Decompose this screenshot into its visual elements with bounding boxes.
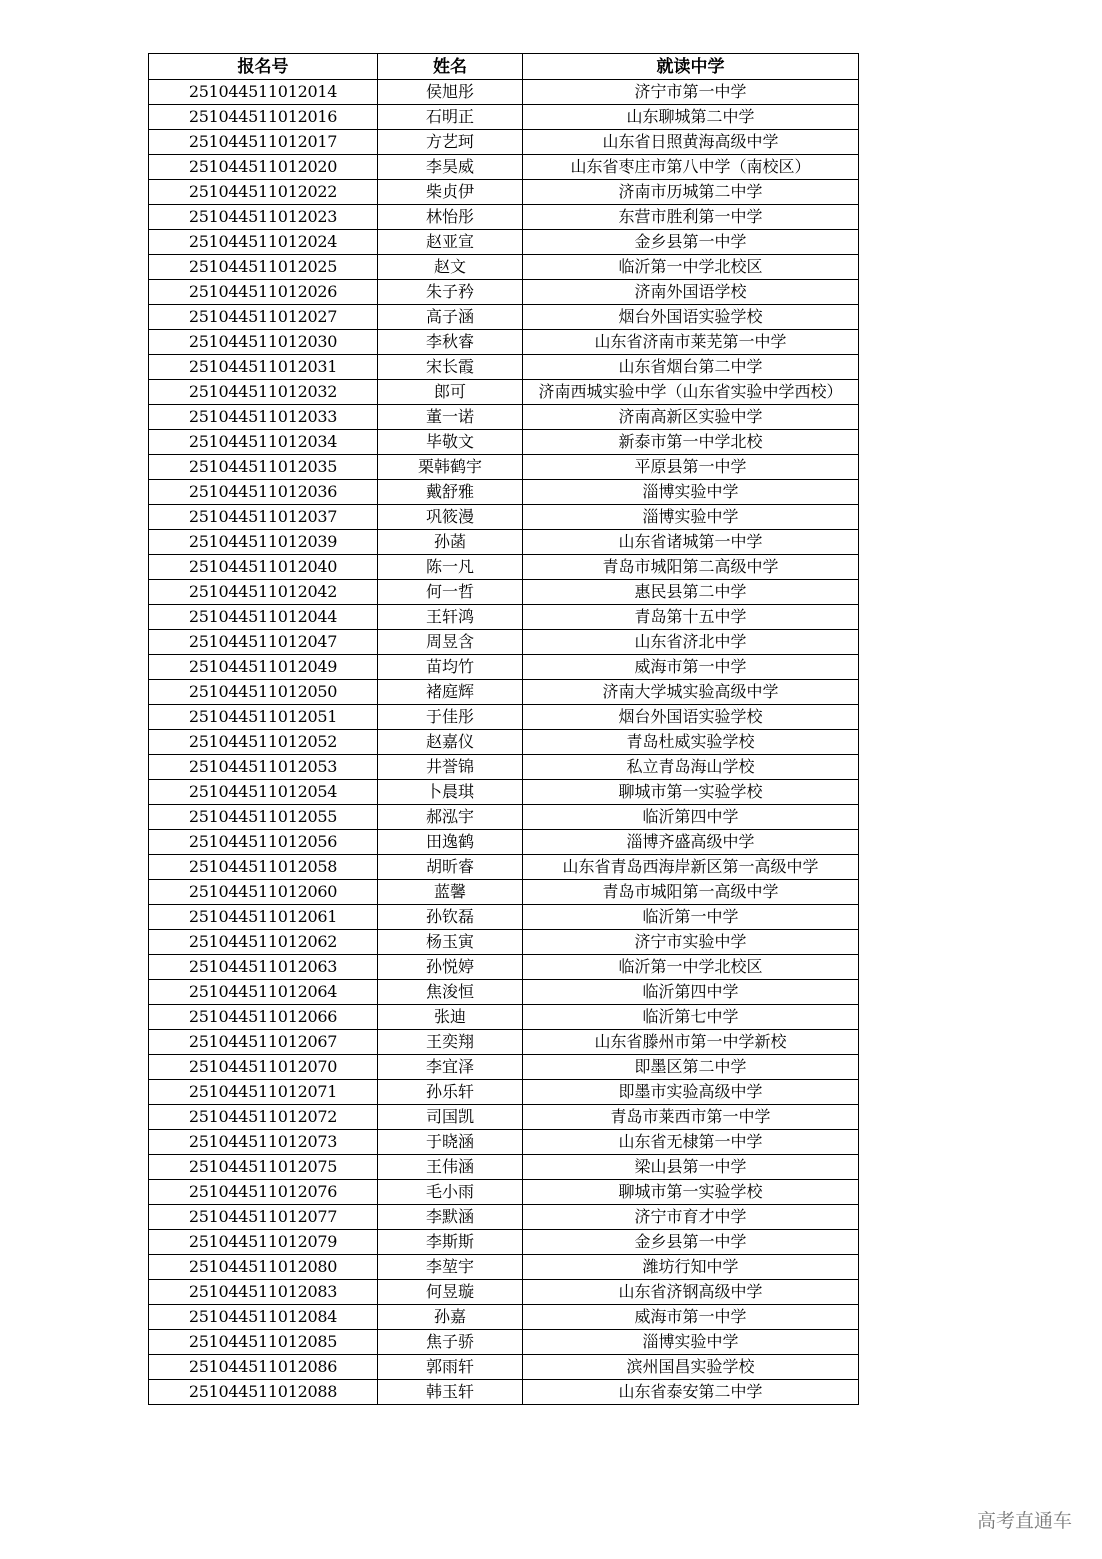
table-row: [149, 205, 859, 230]
student-list-table: [148, 53, 859, 1405]
student-name-cell: 毛小雨: [378, 1180, 523, 1205]
school-cell: 淄博齐盛高级中学: [523, 830, 859, 855]
table-row: [149, 130, 859, 155]
registration-number-cell: 251044511012076: [149, 1180, 378, 1205]
table-row: [149, 630, 859, 655]
registration-number-cell: 251044511012071: [149, 1080, 378, 1105]
registration-number-cell: 251044511012062: [149, 930, 378, 955]
student-name-cell: 李宜泽: [378, 1055, 523, 1080]
table-row: [149, 305, 859, 330]
registration-number-cell: 251044511012052: [149, 730, 378, 755]
student-name-cell: 高子涵: [378, 305, 523, 330]
table-row: [149, 780, 859, 805]
registration-number-cell: 251044511012086: [149, 1355, 378, 1380]
table-row: [149, 380, 859, 405]
table-row: [149, 1305, 859, 1330]
registration-number-cell: 251044511012049: [149, 655, 378, 680]
registration-number-cell: 251044511012088: [149, 1380, 378, 1405]
table-row: [149, 1180, 859, 1205]
student-name-cell: 石明正: [378, 105, 523, 130]
table-row: [149, 1155, 859, 1180]
student-name-cell: 于晓涵: [378, 1130, 523, 1155]
table-row: [149, 355, 859, 380]
table-row: [149, 655, 859, 680]
school-cell: 济南西城实验中学（山东省实验中学西校）: [523, 380, 859, 405]
student-name-cell: 李斯斯: [378, 1230, 523, 1255]
registration-number-cell: 251044511012066: [149, 1005, 378, 1030]
school-cell: 聊城市第一实验学校: [523, 780, 859, 805]
student-name-cell: 赵文: [378, 255, 523, 280]
school-cell: 青岛市城阳第二高级中学: [523, 555, 859, 580]
table-row: [149, 1105, 859, 1130]
table-row: [149, 1005, 859, 1030]
registration-number-cell: 251044511012035: [149, 455, 378, 480]
student-name-cell: 韩玉轩: [378, 1380, 523, 1405]
student-name-cell: 焦子骄: [378, 1330, 523, 1355]
registration-number-cell: 251044511012014: [149, 80, 378, 105]
registration-number-cell: 251044511012085: [149, 1330, 378, 1355]
registration-number-cell: 251044511012070: [149, 1055, 378, 1080]
school-cell: 济宁市实验中学: [523, 930, 859, 955]
student-name-cell: 郭雨轩: [378, 1355, 523, 1380]
registration-number-cell: 251044511012017: [149, 130, 378, 155]
student-name-cell: 孙嘉: [378, 1305, 523, 1330]
school-cell: 山东省济北中学: [523, 630, 859, 655]
student-name-cell: 巩筱漫: [378, 505, 523, 530]
student-name-cell: 柴贞伊: [378, 180, 523, 205]
table-row: [149, 905, 859, 930]
student-name-cell: 田逸鹤: [378, 830, 523, 855]
registration-number-cell: 251044511012026: [149, 280, 378, 305]
student-name-cell: 井誉锦: [378, 755, 523, 780]
school-cell: 即墨区第二中学: [523, 1055, 859, 1080]
table-row: [149, 580, 859, 605]
table-row: [149, 280, 859, 305]
registration-number-cell: 251044511012050: [149, 680, 378, 705]
school-cell: 山东省诸城第一中学: [523, 530, 859, 555]
school-cell: 山东省枣庄市第八中学（南校区）: [523, 155, 859, 180]
table-row: [149, 730, 859, 755]
table-row: [149, 1205, 859, 1230]
school-cell: 青岛市城阳第一高级中学: [523, 880, 859, 905]
school-cell: 私立青岛海山学校: [523, 755, 859, 780]
registration-number-cell: 251044511012039: [149, 530, 378, 555]
school-cell: 山东省日照黄海高级中学: [523, 130, 859, 155]
registration-number-cell: 251044511012064: [149, 980, 378, 1005]
registration-number-cell: 251044511012077: [149, 1205, 378, 1230]
student-name-cell: 何昱璇: [378, 1280, 523, 1305]
student-name-cell: 王伟涵: [378, 1155, 523, 1180]
student-name-cell: 王奕翔: [378, 1030, 523, 1055]
student-name-cell: 李堃宇: [378, 1255, 523, 1280]
registration-number-cell: 251044511012042: [149, 580, 378, 605]
table-row: [149, 855, 859, 880]
school-cell: 山东省济钢高级中学: [523, 1280, 859, 1305]
table-row: [149, 530, 859, 555]
table-row: [149, 1380, 859, 1405]
student-name-cell: 郎可: [378, 380, 523, 405]
school-cell: 济南高新区实验中学: [523, 405, 859, 430]
table-row: [149, 1230, 859, 1255]
school-cell: 滨州国昌实验学校: [523, 1355, 859, 1380]
registration-number-cell: 251044511012056: [149, 830, 378, 855]
table-row: [149, 805, 859, 830]
registration-number-cell: 251044511012083: [149, 1280, 378, 1305]
school-cell: 潍坊行知中学: [523, 1255, 859, 1280]
table-row: [149, 680, 859, 705]
table-row: [149, 980, 859, 1005]
school-cell: 临沂第四中学: [523, 980, 859, 1005]
registration-number-cell: 251044511012047: [149, 630, 378, 655]
school-cell: 新泰市第一中学北校: [523, 430, 859, 455]
table-row: [149, 105, 859, 130]
school-cell: 临沂第一中学北校区: [523, 955, 859, 980]
school-cell: 山东省泰安第二中学: [523, 1380, 859, 1405]
school-cell: 淄博实验中学: [523, 505, 859, 530]
header-registration-number: 报名号: [149, 54, 378, 80]
table-row: [149, 505, 859, 530]
student-name-cell: 焦浚恒: [378, 980, 523, 1005]
school-cell: 山东省无棣第一中学: [523, 1130, 859, 1155]
student-name-cell: 侯旭彤: [378, 80, 523, 105]
registration-number-cell: 251044511012033: [149, 405, 378, 430]
watermark: 高考直通车: [976, 1510, 1072, 1532]
student-name-cell: 蓝馨: [378, 880, 523, 905]
table-row: [149, 1130, 859, 1155]
table-row: [149, 555, 859, 580]
student-name-cell: 郝泓宇: [378, 805, 523, 830]
registration-number-cell: 251044511012060: [149, 880, 378, 905]
school-cell: 山东省滕州市第一中学新校: [523, 1030, 859, 1055]
registration-number-cell: 251044511012075: [149, 1155, 378, 1180]
header-school: 就读中学: [523, 54, 859, 80]
registration-number-cell: 251044511012072: [149, 1105, 378, 1130]
table-row: [149, 330, 859, 355]
student-name-cell: 朱子矜: [378, 280, 523, 305]
student-name-cell: 毕敬文: [378, 430, 523, 455]
student-name-cell: 孙悦婷: [378, 955, 523, 980]
registration-number-cell: 251044511012061: [149, 905, 378, 930]
table-row: [149, 155, 859, 180]
school-cell: 烟台外国语实验学校: [523, 305, 859, 330]
school-cell: 青岛杜威实验学校: [523, 730, 859, 755]
school-cell: 济宁市第一中学: [523, 80, 859, 105]
table-row: [149, 1030, 859, 1055]
registration-number-cell: 251044511012051: [149, 705, 378, 730]
school-cell: 济南大学城实验高级中学: [523, 680, 859, 705]
school-cell: 山东聊城第二中学: [523, 105, 859, 130]
table-row: [149, 405, 859, 430]
school-cell: 济南外国语学校: [523, 280, 859, 305]
registration-number-cell: 251044511012034: [149, 430, 378, 455]
table-row: [149, 455, 859, 480]
registration-number-cell: 251044511012080: [149, 1255, 378, 1280]
school-cell: 山东省烟台第二中学: [523, 355, 859, 380]
student-name-cell: 栗韩鹤宇: [378, 455, 523, 480]
table-row: [149, 430, 859, 455]
school-cell: 梁山县第一中学: [523, 1155, 859, 1180]
student-name-cell: 陈一凡: [378, 555, 523, 580]
school-cell: 即墨市实验高级中学: [523, 1080, 859, 1105]
school-cell: 济宁市育才中学: [523, 1205, 859, 1230]
student-name-cell: 董一诺: [378, 405, 523, 430]
table-row: [149, 880, 859, 905]
school-cell: 青岛第十五中学: [523, 605, 859, 630]
student-name-cell: 孙钦磊: [378, 905, 523, 930]
registration-number-cell: 251044511012016: [149, 105, 378, 130]
school-cell: 东营市胜利第一中学: [523, 205, 859, 230]
school-cell: 金乡县第一中学: [523, 1230, 859, 1255]
school-cell: 济南市历城第二中学: [523, 180, 859, 205]
registration-number-cell: 251044511012036: [149, 480, 378, 505]
registration-number-cell: 251044511012054: [149, 780, 378, 805]
student-name-cell: 胡昕睿: [378, 855, 523, 880]
student-name-cell: 张迪: [378, 1005, 523, 1030]
registration-number-cell: 251044511012031: [149, 355, 378, 380]
registration-number-cell: 251044511012044: [149, 605, 378, 630]
table-row: [149, 230, 859, 255]
table-row: [149, 180, 859, 205]
student-name-cell: 戴舒雅: [378, 480, 523, 505]
school-cell: 惠民县第二中学: [523, 580, 859, 605]
table-row: [149, 480, 859, 505]
student-name-cell: 卜晨琪: [378, 780, 523, 805]
student-name-cell: 司国凯: [378, 1105, 523, 1130]
registration-number-cell: 251044511012024: [149, 230, 378, 255]
school-cell: 山东省青岛西海岸新区第一高级中学: [523, 855, 859, 880]
student-name-cell: 孙菡: [378, 530, 523, 555]
registration-number-cell: 251044511012022: [149, 180, 378, 205]
school-cell: 金乡县第一中学: [523, 230, 859, 255]
school-cell: 临沂第四中学: [523, 805, 859, 830]
table-row: [149, 1255, 859, 1280]
registration-number-cell: 251044511012030: [149, 330, 378, 355]
table-row: [149, 1330, 859, 1355]
table-row: [149, 1080, 859, 1105]
school-cell: 临沂第七中学: [523, 1005, 859, 1030]
table-row: [149, 830, 859, 855]
school-cell: 威海市第一中学: [523, 1305, 859, 1330]
student-name-cell: 宋长霞: [378, 355, 523, 380]
student-name-cell: 赵亚宣: [378, 230, 523, 255]
table-row: [149, 1280, 859, 1305]
school-cell: 烟台外国语实验学校: [523, 705, 859, 730]
student-name-cell: 林怡彤: [378, 205, 523, 230]
registration-number-cell: 251044511012067: [149, 1030, 378, 1055]
table-row: [149, 930, 859, 955]
table-row: [149, 80, 859, 105]
registration-number-cell: 251044511012020: [149, 155, 378, 180]
school-cell: 淄博实验中学: [523, 480, 859, 505]
registration-number-cell: 251044511012037: [149, 505, 378, 530]
registration-number-cell: 251044511012053: [149, 755, 378, 780]
table-row: [149, 755, 859, 780]
student-name-cell: 王轩鸿: [378, 605, 523, 630]
table-row: [149, 255, 859, 280]
student-name-cell: 苗均竹: [378, 655, 523, 680]
registration-number-cell: 251044511012079: [149, 1230, 378, 1255]
table-row: [149, 1055, 859, 1080]
school-cell: 聊城市第一实验学校: [523, 1180, 859, 1205]
student-name-cell: 于佳彤: [378, 705, 523, 730]
registration-number-cell: 251044511012073: [149, 1130, 378, 1155]
registration-number-cell: 251044511012058: [149, 855, 378, 880]
registration-number-cell: 251044511012040: [149, 555, 378, 580]
table-row: [149, 1355, 859, 1380]
student-name-cell: 李秋睿: [378, 330, 523, 355]
registration-number-cell: 251044511012025: [149, 255, 378, 280]
registration-number-cell: 251044511012084: [149, 1305, 378, 1330]
student-name-cell: 褚庭辉: [378, 680, 523, 705]
student-name-cell: 何一哲: [378, 580, 523, 605]
registration-number-cell: 251044511012023: [149, 205, 378, 230]
table-row: [149, 955, 859, 980]
school-cell: 威海市第一中学: [523, 655, 859, 680]
school-cell: 平原县第一中学: [523, 455, 859, 480]
student-name-cell: 方艺珂: [378, 130, 523, 155]
header-row: [149, 54, 859, 80]
school-cell: 临沂第一中学北校区: [523, 255, 859, 280]
table-row: [149, 605, 859, 630]
school-cell: 淄博实验中学: [523, 1330, 859, 1355]
school-cell: 临沂第一中学: [523, 905, 859, 930]
registration-number-cell: 251044511012032: [149, 380, 378, 405]
registration-number-cell: 251044511012063: [149, 955, 378, 980]
student-name-cell: 李默涵: [378, 1205, 523, 1230]
registration-number-cell: 251044511012027: [149, 305, 378, 330]
registration-number-cell: 251044511012055: [149, 805, 378, 830]
school-cell: 山东省济南市莱芜第一中学: [523, 330, 859, 355]
student-name-cell: 周昱含: [378, 630, 523, 655]
table-row: [149, 705, 859, 730]
student-name-cell: 李昊威: [378, 155, 523, 180]
student-name-cell: 孙乐轩: [378, 1080, 523, 1105]
header-name: 姓名: [378, 54, 523, 80]
student-name-cell: 杨玉寅: [378, 930, 523, 955]
school-cell: 青岛市莱西市第一中学: [523, 1105, 859, 1130]
student-name-cell: 赵嘉仪: [378, 730, 523, 755]
